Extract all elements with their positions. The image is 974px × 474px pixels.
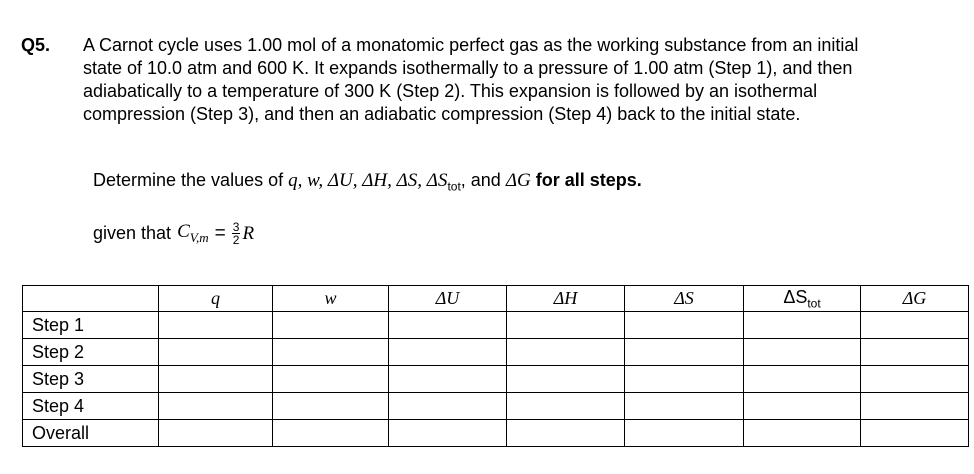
cell[interactable]	[744, 312, 861, 339]
table-row	[23, 339, 969, 366]
question-line: compression (Step 3), and then an adiabatic compression (Step 4) back to the initial state.	[83, 104, 801, 124]
task-and: , and	[460, 170, 501, 190]
cell[interactable]	[389, 420, 507, 447]
cell[interactable]	[159, 366, 273, 393]
results-table	[22, 285, 969, 447]
given-subscript: V,m	[189, 229, 209, 245]
cell[interactable]	[507, 393, 625, 420]
table-row	[23, 312, 969, 339]
header-ds: ΔS	[625, 286, 744, 312]
task-statement	[93, 170, 642, 194]
given-symbol	[177, 221, 209, 246]
cell[interactable]	[507, 312, 625, 339]
row-label: Step 2	[23, 339, 159, 366]
header-dh: ΔH	[507, 286, 625, 312]
cell[interactable]	[273, 420, 389, 447]
given-label: given that	[93, 223, 172, 243]
header-q: q	[159, 286, 273, 312]
cell[interactable]	[744, 339, 861, 366]
task-gibbs: ΔG	[505, 170, 531, 191]
cell[interactable]	[273, 393, 389, 420]
cell[interactable]	[507, 339, 625, 366]
table-row	[23, 393, 969, 420]
cell[interactable]	[861, 420, 969, 447]
given-c: C	[177, 221, 190, 243]
cell[interactable]	[861, 312, 969, 339]
task-tot-subscript: tot	[447, 179, 461, 194]
cell[interactable]	[744, 393, 861, 420]
cell[interactable]	[861, 339, 969, 366]
table-row	[23, 366, 969, 393]
fraction-numerator: 3	[232, 220, 240, 234]
given-fraction	[232, 221, 241, 246]
row-label: Step 4	[23, 393, 159, 420]
header-empty	[23, 286, 159, 312]
header-dg: ΔG	[861, 286, 969, 312]
task-emphasis: for all steps.	[535, 170, 642, 190]
question-line: state of 10.0 atm and 600 K. It expands isothermally to a pressure of 1.00 atm (Step 1), and then	[83, 58, 853, 78]
given-gas-constant: R	[242, 222, 255, 244]
table-row	[23, 420, 969, 447]
row-label: Overall	[23, 420, 159, 447]
task-variables: q, w, ΔU, ΔH, ΔS, ΔS	[288, 170, 448, 191]
cell[interactable]	[159, 393, 273, 420]
cell[interactable]	[159, 339, 273, 366]
cell[interactable]	[744, 366, 861, 393]
question-text	[83, 34, 955, 126]
fraction-denominator: 2	[232, 233, 240, 247]
table-header-row	[23, 286, 969, 312]
cell[interactable]	[273, 366, 389, 393]
cell[interactable]	[625, 420, 744, 447]
cell[interactable]	[159, 420, 273, 447]
cell[interactable]	[744, 420, 861, 447]
cell[interactable]	[625, 366, 744, 393]
question-line: adiabatically to a temperature of 300 K (Step 2). This expansion is followed by an isothermal	[83, 81, 818, 101]
given-statement	[93, 221, 254, 246]
cell[interactable]	[273, 312, 389, 339]
cell[interactable]	[861, 366, 969, 393]
question-line: A Carnot cycle uses 1.00 mol of a monatomic perfect gas as the working substance from an initial	[83, 35, 859, 55]
header-w: w	[273, 286, 389, 312]
header-dstot	[744, 286, 861, 312]
cell[interactable]	[625, 393, 744, 420]
header-dstot-label: ΔS	[783, 286, 808, 307]
row-label: Step 3	[23, 366, 159, 393]
cell[interactable]	[389, 393, 507, 420]
question-number: Q5.	[21, 35, 51, 55]
cell[interactable]	[507, 420, 625, 447]
cell[interactable]	[389, 312, 507, 339]
cell[interactable]	[625, 312, 744, 339]
cell[interactable]	[861, 393, 969, 420]
header-du: ΔU	[389, 286, 507, 312]
header-tot-subscript: tot	[807, 296, 821, 311]
cell[interactable]	[625, 339, 744, 366]
cell[interactable]	[159, 312, 273, 339]
cell[interactable]	[389, 339, 507, 366]
task-prefix: Determine the values of	[93, 170, 284, 190]
cell[interactable]	[389, 366, 507, 393]
cell[interactable]	[507, 366, 625, 393]
given-equals: =	[214, 222, 226, 244]
row-label: Step 1	[23, 312, 159, 339]
cell[interactable]	[273, 339, 389, 366]
